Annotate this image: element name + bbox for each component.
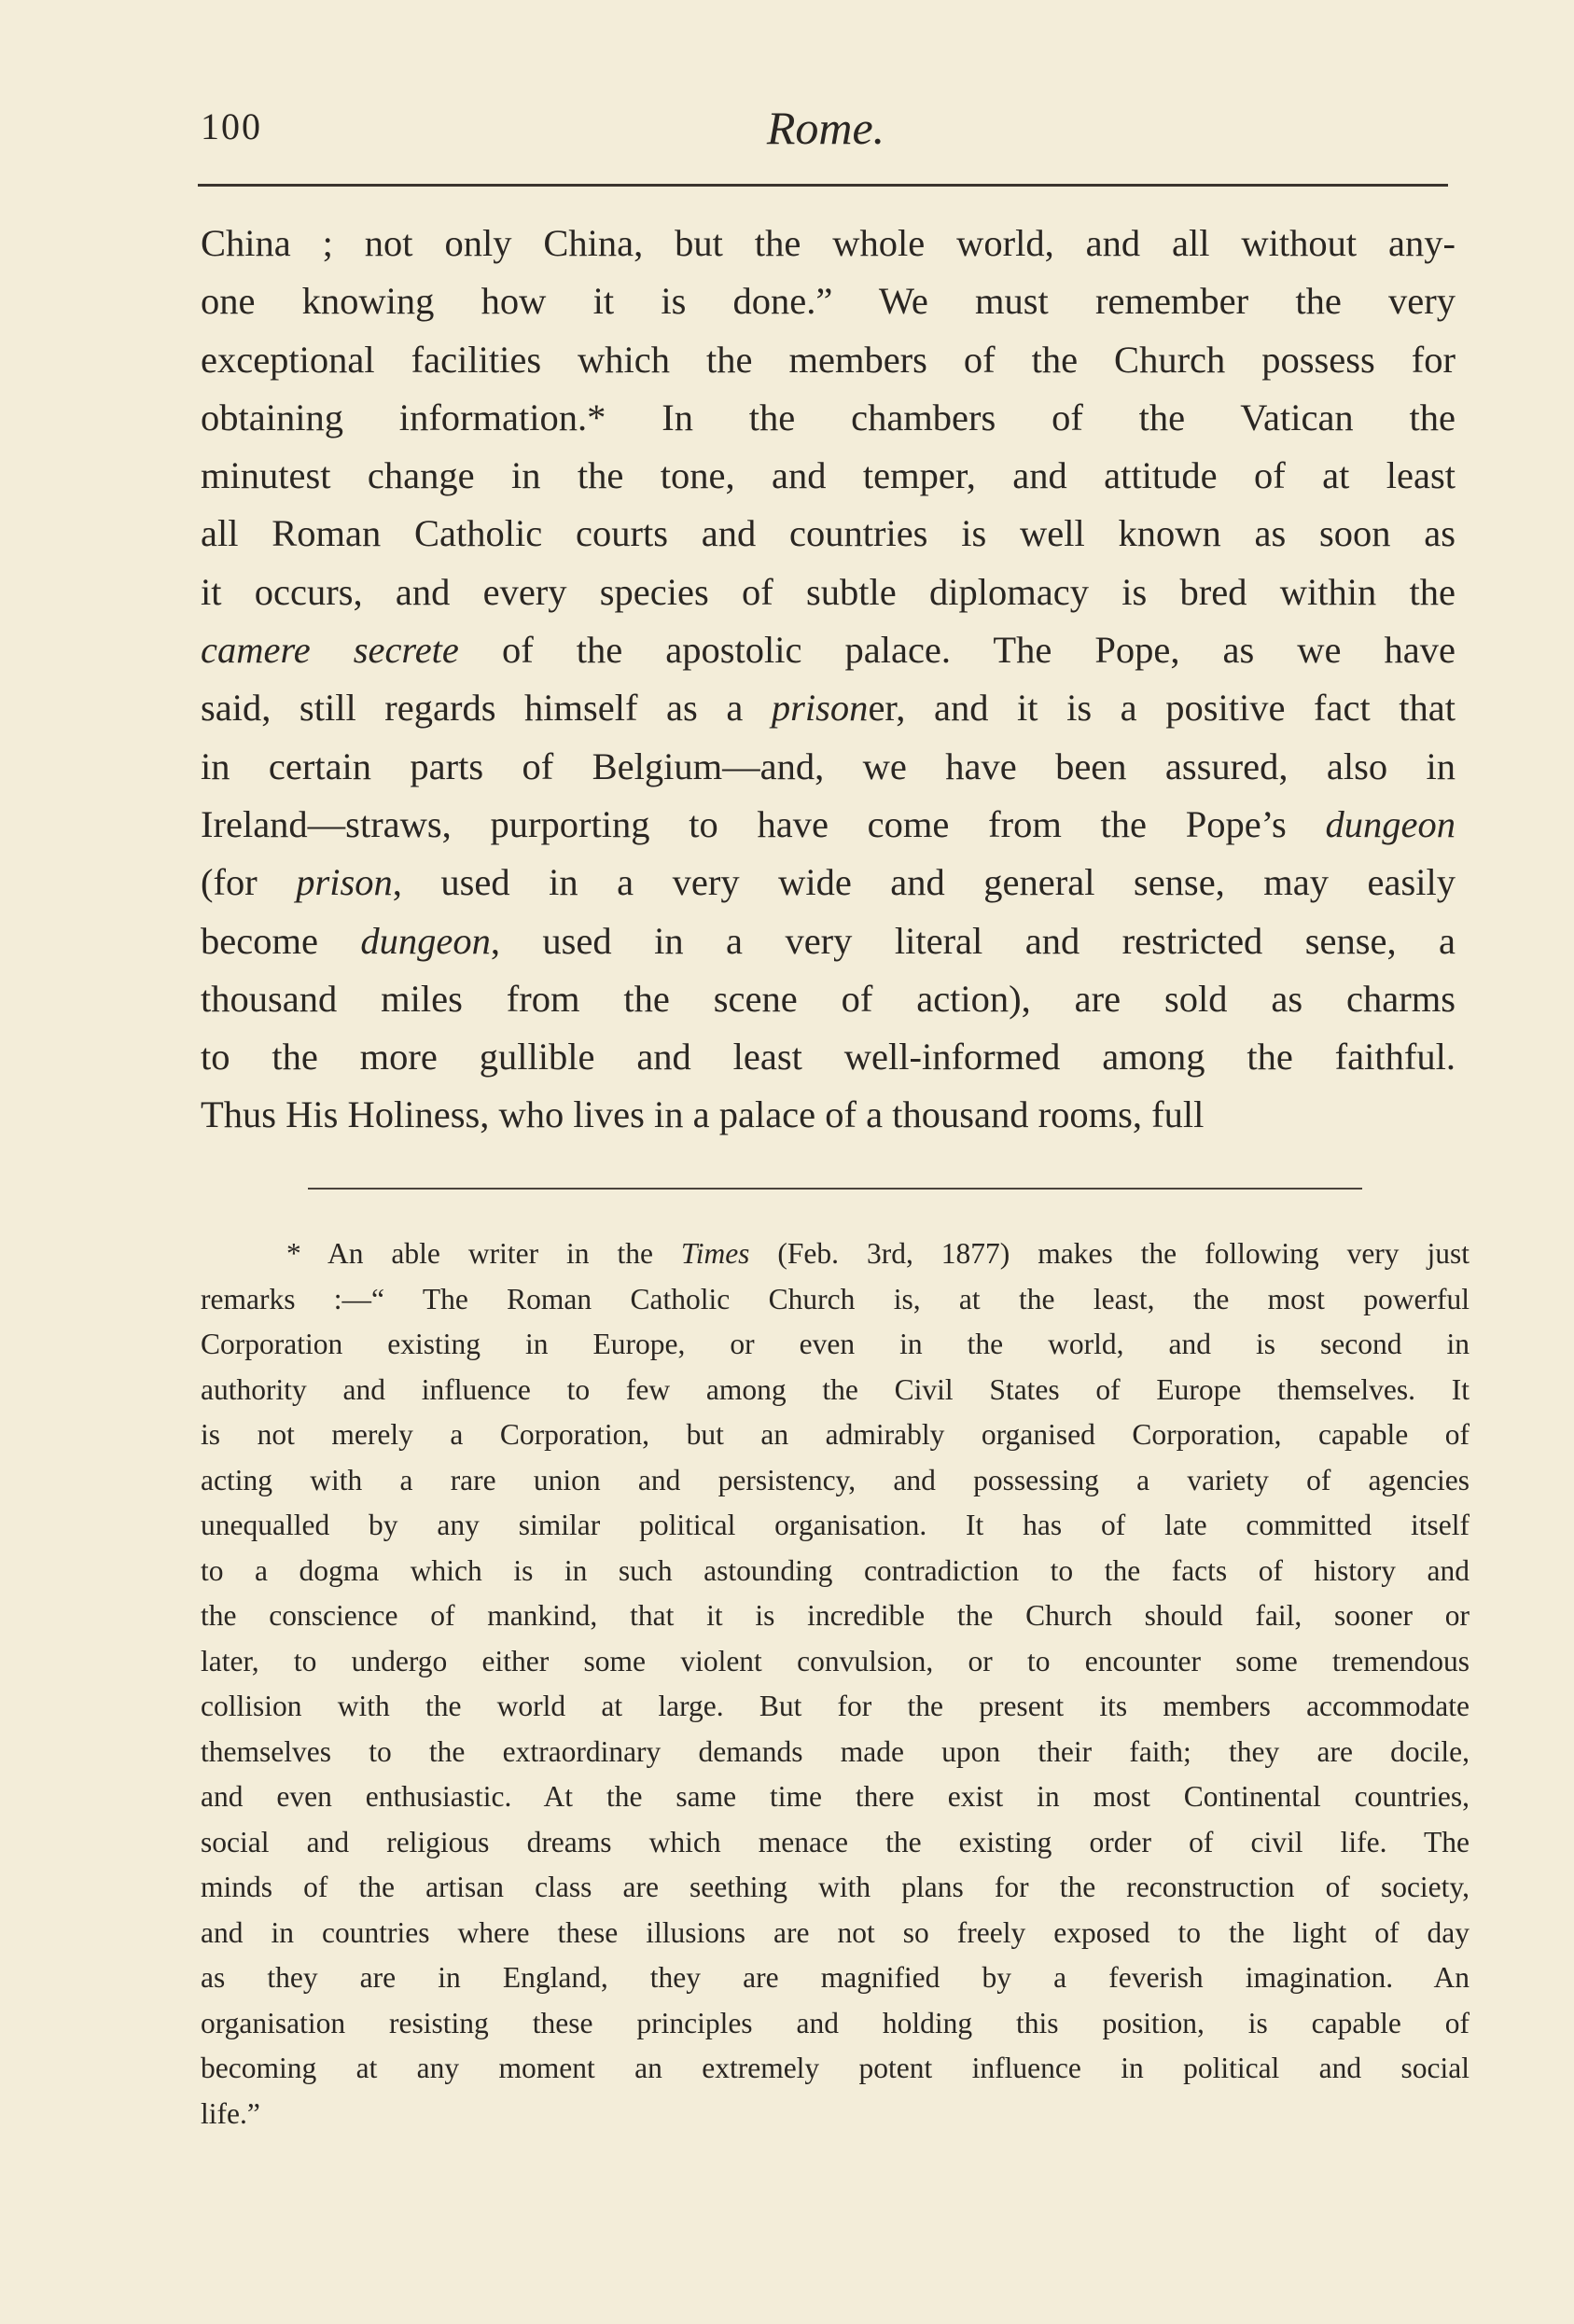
body-line: it occurs, and every species of subtle diplomacy is bred within the [201,570,1456,613]
body-line: become dungeon, used in a very literal and restricted sense, a [201,919,1456,962]
footnote-line: authority and influence to few among the Civil States of Europe themselves. It [201,1372,1470,1406]
footnote-line: unequalled by any similar political organisation. It has of late committed itself [201,1509,1470,1541]
header-rule [198,184,1448,187]
body-line: said, still regards himself as a prisoner, and it is a positive fact that [201,687,1456,730]
footnote-line: and even enthusiastic. At the same time there exist in most Continental countries, [201,1780,1470,1813]
footnote-rule [308,1188,1362,1190]
footnote-line: remarks :—“ The Roman Catholic Church is, at the least, the most powerful [201,1282,1470,1315]
body-line: one knowing how it is done.” We must remember the very [201,280,1456,323]
footnote-line: the conscience of mankind, that it is incredible the Church should fail, sooner or [201,1599,1470,1632]
footnote-line: collision with the world at large. But for the present its members accommodate [201,1690,1470,1722]
footnote-line: to a dogma which is in such astounding contradiction to the facts of history and [201,1553,1470,1587]
footnote-line: * An able writer in the Times (Feb. 3rd, 1877) makes the following very just [286,1237,1470,1270]
footnote-line: social and religious dreams which menace the existing order of civil life. The [201,1825,1470,1858]
footnote [201,1232,1470,2136]
page-number: 100 [201,105,262,147]
body-line: thousand miles from the scene of action), are sold as charms [201,977,1456,1020]
footnote-line: acting with a rare union and persistency, and possessing a variety of agencies [201,1463,1470,1496]
page-header [201,101,1451,166]
body-text [201,215,1456,1145]
footnote-line: and in countries where these illusions are not so freely exposed to the light of day [201,1915,1470,1949]
body-line: minutest change in the tone, and temper, and attitude of at least [201,454,1456,497]
body-line: exceptional facilities which the members of the Church possess for [201,338,1456,381]
running-title: Rome. [766,102,885,154]
body-line: to the more gullible and least well-informed among the faithful. [201,1036,1456,1079]
body-line: (for prison, used in a very wide and general sense, may easily [201,861,1456,904]
body-line: China ; not only China, but the whole world, and all without any- [201,222,1456,264]
footnote-line: life.” [201,2096,260,2130]
body-line: camere secrete of the apostolic palace. The Pope, as we have [201,629,1456,672]
body-line: all Roman Catholic courts and countries is well known as soon as [201,512,1456,555]
footnote-line: minds of the artisan class are seething with plans for the reconstruction of society, [201,1871,1470,1903]
body-line: obtaining information.* In the chambers of the Vatican the [201,396,1456,438]
footnote-line: Corporation existing in Europe, or even in the world, and is second in [201,1328,1470,1360]
footnote-line: as they are in England, they are magnified by a feverish imagination. An [201,1961,1470,1994]
footnote-line: organisation resisting these principles and holding this position, is capable of [201,2006,1470,2039]
body-line: Thus His Holiness, who lives in a palace of a thousand rooms, full [201,1093,1205,1136]
footnote-line: themselves to the extraordinary demands made upon their faith; they are docile, [201,1734,1470,1768]
footnote-line: becoming at any moment an extremely potent influence in political and social [201,2052,1470,2084]
footnote-line: is not merely a Corporation, but an admirably organised Corporation, capable of [201,1418,1470,1451]
footnote-line: later, to undergo either some violent convulsion, or to encounter some tremendous [201,1644,1470,1677]
body-line: in certain parts of Belgium—and, we have been assured, also in [201,745,1456,787]
body-line: Ireland—straws, purporting to have come from the Pope’s dungeon [201,802,1456,845]
